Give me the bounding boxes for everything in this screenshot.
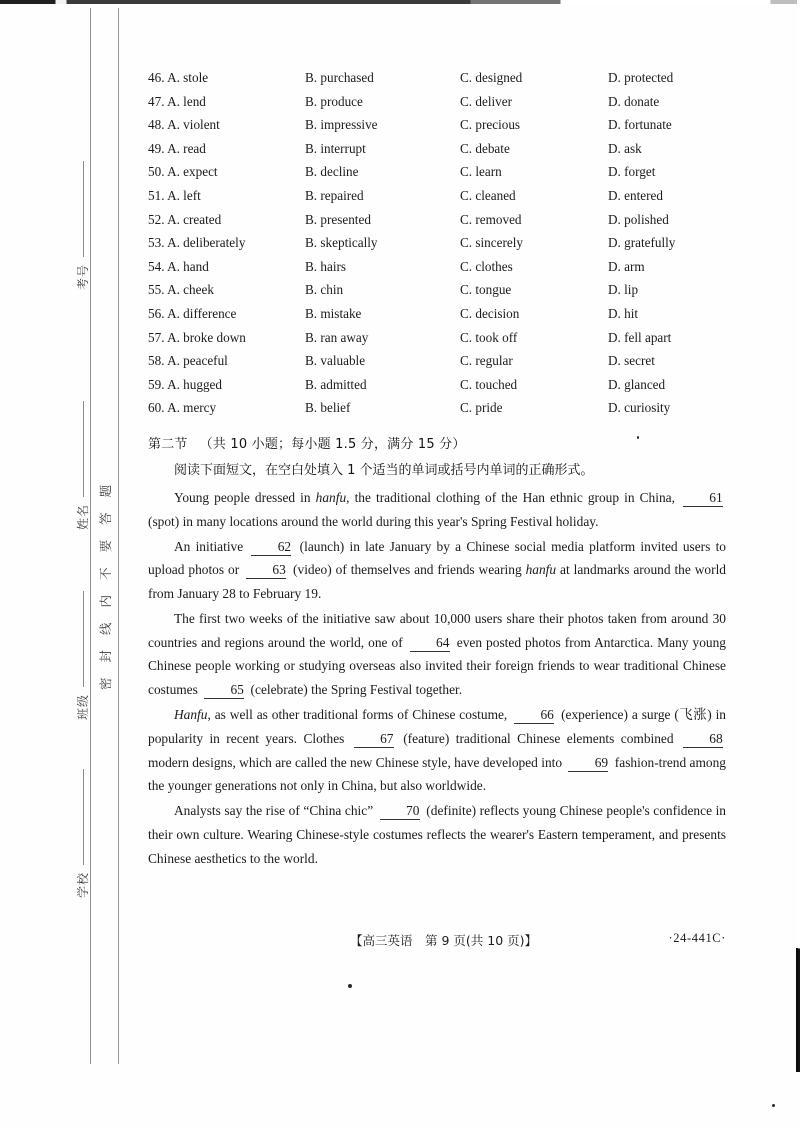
- cloze-option-d[interactable]: D. donate: [608, 93, 660, 109]
- section-heading: [148, 433, 726, 452]
- cloze-option-b[interactable]: B. interrupt: [305, 140, 366, 156]
- cloze-option-c[interactable]: C. removed: [460, 211, 522, 227]
- answer-blank-62[interactable]: 62: [251, 539, 291, 556]
- footer-page-label: 【高三英语 第 9 页(共 10 页)】: [350, 933, 538, 948]
- cloze-option-d[interactable]: D. ask: [608, 140, 642, 156]
- passage-paragraph-1: Young people dressed in hanfu, the traditional clothing of the Han ethnic group in China, 61 (spot) in many locations around the world during this year's Spring Festival holiday.: [148, 489, 723, 529]
- cloze-options-grid: [148, 70, 726, 424]
- cloze-row: [148, 117, 726, 141]
- cloze-row: [148, 400, 726, 424]
- answer-blank-68[interactable]: 68: [683, 731, 723, 748]
- margin-field-writeline[interactable]: [83, 401, 84, 497]
- cloze-option-c[interactable]: C. pride: [460, 400, 503, 416]
- italic-term-hanfu: hanfu: [315, 489, 347, 505]
- answer-blank-69[interactable]: 69: [568, 755, 608, 772]
- answer-blank-65[interactable]: 65: [204, 682, 244, 699]
- cloze-option-d[interactable]: D. gratefully: [608, 235, 676, 251]
- cloze-option-b[interactable]: B. chin: [305, 282, 344, 298]
- cloze-option-a[interactable]: 50. A. expect: [148, 164, 218, 180]
- margin-field-writeline[interactable]: [83, 769, 84, 865]
- section-instruction: 阅读下面短文，在空白处填入 1 个适当的单词或括号内单词的正确形式。: [174, 462, 594, 478]
- italic-term-hanfu: hanfu: [525, 562, 557, 578]
- cloze-row: [148, 212, 726, 236]
- margin-field-school: [74, 769, 91, 898]
- cloze-option-b[interactable]: B. valuable: [305, 353, 366, 369]
- cloze-option-b[interactable]: B. belief: [305, 400, 351, 416]
- section-heading-label: 第二节: [148, 436, 188, 452]
- scan-speck: [348, 984, 352, 988]
- cloze-row: [148, 330, 726, 354]
- cloze-row: [148, 70, 726, 94]
- passage-paragraph-3: The first two weeks of the initiative saw about 10,000 users share their photos taken from around 30 countries and regions around the world, one of 64 even posted photos from Antarctica. Many young Chinese people working or studying overseas also invited their foreign friends to wear traditional Chinese costumes 65 (celebrate) the Spring Festival together.: [148, 610, 727, 698]
- cloze-option-b[interactable]: B. produce: [305, 93, 363, 109]
- scan-edge-right-lower: [796, 948, 798, 1072]
- cloze-option-a[interactable]: 46. A. stole: [148, 70, 209, 85]
- cloze-option-a[interactable]: 56. A. difference: [148, 305, 237, 321]
- margin-field-label: 班级: [76, 693, 90, 720]
- cloze-option-c[interactable]: C. learn: [460, 164, 502, 180]
- cloze-option-c[interactable]: C. precious: [460, 117, 521, 133]
- cloze-option-c[interactable]: C. tongue: [460, 282, 512, 298]
- margin-field-writeline[interactable]: [83, 591, 84, 687]
- margin-field-label: 考号: [76, 263, 90, 290]
- seal-char: 要: [98, 539, 113, 553]
- margin-field-label: 姓名: [76, 503, 90, 530]
- cloze-row: [148, 282, 726, 306]
- cloze-row: [148, 94, 726, 118]
- cloze-option-b[interactable]: B. impressive: [305, 117, 378, 133]
- cloze-option-b[interactable]: B. purchased: [305, 70, 374, 85]
- cloze-option-c[interactable]: C. designed: [460, 70, 523, 85]
- section-heading-detail: （共 10 小题；每小题 1.5 分，满分 15 分）: [199, 436, 466, 452]
- footer-paper-code: ·24-441C·: [668, 931, 726, 945]
- cloze-option-c[interactable]: C. cleaned: [460, 187, 516, 203]
- italic-term-hanfu: Hanfu: [174, 707, 208, 723]
- cloze-option-b[interactable]: B. hairs: [305, 258, 347, 274]
- cloze-option-a[interactable]: 59. A. hugged: [148, 376, 223, 392]
- cloze-option-a[interactable]: 53. A. deliberately: [148, 235, 246, 251]
- seal-char: 不: [98, 567, 113, 580]
- margin-rule-inner: [118, 8, 119, 1064]
- cloze-option-d[interactable]: D. curiosity: [608, 400, 671, 416]
- answer-blank-63[interactable]: 63: [246, 562, 286, 579]
- cloze-option-a[interactable]: 52. A. created: [148, 211, 222, 227]
- cloze-option-b[interactable]: B. mistake: [305, 305, 362, 321]
- cloze-row: [148, 353, 726, 377]
- margin-field-writeline[interactable]: [83, 161, 84, 257]
- margin-field-label: 学校: [76, 871, 90, 898]
- cloze-option-a[interactable]: 47. A. lend: [148, 93, 206, 109]
- margin-field-class: [74, 591, 91, 720]
- cloze-option-d[interactable]: D. arm: [608, 258, 645, 274]
- cloze-row: [148, 141, 726, 165]
- cloze-option-b[interactable]: B. repaired: [305, 187, 364, 203]
- cloze-option-c[interactable]: C. deliver: [460, 93, 513, 109]
- answer-blank-67[interactable]: 67: [354, 731, 394, 748]
- seal-char: 答: [98, 512, 113, 525]
- cloze-option-b[interactable]: B. admitted: [305, 376, 367, 392]
- cloze-option-b[interactable]: B. decline: [305, 164, 359, 180]
- cloze-row: [148, 259, 726, 283]
- cloze-row: [148, 377, 726, 401]
- cloze-option-c[interactable]: C. decision: [460, 305, 520, 321]
- seal-char: 封: [98, 649, 113, 663]
- cloze-option-d[interactable]: D. glanced: [608, 376, 666, 392]
- cloze-option-b[interactable]: B. skeptically: [305, 235, 378, 251]
- cloze-option-d[interactable]: D. forget: [608, 164, 656, 180]
- scan-edge-top: [0, 0, 800, 4]
- passage-paragraph-2: An initiative 62 (launch) in late January by a Chinese social media platform invited users to upload photos or 63 (video) of themselves and friends wearing hanfu at landmarks around the world from January 28 to February 19.: [148, 538, 726, 602]
- cloze-option-a[interactable]: 51. A. left: [148, 187, 201, 203]
- cloze-option-c[interactable]: C. touched: [460, 376, 518, 392]
- passage-paragraph-5: Analysts say the rise of “China chic” 70 (definite) reflects young Chinese people's confidence in their own culture. Wearing Chinese-style costumes reflects the wearer's Eastern temperament, and presents Chinese aesthetics to the world.: [148, 803, 726, 866]
- cloze-option-d[interactable]: D. lip: [608, 282, 639, 298]
- cloze-option-a[interactable]: 55. A. cheek: [148, 282, 214, 298]
- cloze-row: [148, 188, 726, 212]
- cloze-option-d[interactable]: D. hit: [608, 305, 639, 321]
- seal-char: 内: [98, 594, 113, 608]
- cloze-option-b[interactable]: B. presented: [305, 211, 371, 227]
- scan-speck: [772, 1104, 775, 1107]
- cloze-option-a[interactable]: 57. A. broke down: [148, 329, 246, 345]
- cloze-option-a[interactable]: 60. A. mercy: [148, 400, 217, 416]
- margin-field-name: [74, 401, 91, 530]
- cloze-option-d[interactable]: D. fell apart: [608, 329, 672, 345]
- content-column: [148, 70, 726, 872]
- answer-blank-70[interactable]: 70: [380, 803, 420, 820]
- answer-blank-64[interactable]: 64: [410, 635, 450, 652]
- cloze-row: [148, 235, 726, 259]
- cloze-option-c[interactable]: C. regular: [460, 353, 513, 369]
- cloze-option-a[interactable]: 54. A. hand: [148, 258, 209, 274]
- cloze-option-c[interactable]: C. sincerely: [460, 235, 523, 251]
- reading-passage: [148, 486, 726, 871]
- cloze-option-c[interactable]: C. debate: [460, 140, 510, 156]
- cloze-option-a[interactable]: 49. A. read: [148, 140, 206, 156]
- answer-blank-61[interactable]: 61: [683, 490, 723, 507]
- cloze-option-a[interactable]: 58. A. peaceful: [148, 353, 228, 369]
- cloze-option-c[interactable]: C. clothes: [460, 258, 513, 274]
- cloze-option-d[interactable]: D. entered: [608, 187, 663, 203]
- cloze-row: [148, 306, 726, 330]
- seal-line-text: [96, 470, 114, 690]
- margin-field-exam-number: [74, 161, 91, 290]
- cloze-option-b[interactable]: B. ran away: [305, 329, 369, 345]
- cloze-option-c[interactable]: C. took off: [460, 329, 518, 345]
- cloze-option-d[interactable]: D. polished: [608, 211, 669, 227]
- seal-char: 题: [98, 484, 113, 498]
- cloze-option-a[interactable]: 48. A. violent: [148, 117, 220, 133]
- cloze-option-d[interactable]: D. secret: [608, 353, 655, 369]
- cloze-option-d[interactable]: D. fortunate: [608, 117, 672, 133]
- cloze-option-d[interactable]: D. protected: [608, 70, 674, 85]
- seal-char: 密: [98, 677, 113, 690]
- passage-paragraph-4: Hanfu, as well as other traditional forms of Chinese costume, 66 (experience) a surge (飞涨) in popularity in recent years. Clothes 67 (feature) traditional Chinese elements combined 68 modern designs, which are called the new Chinese style, have developed into 69 fashion-trend among the younger generations not only in China, but also worldwide.: [148, 707, 726, 794]
- cloze-row: [148, 164, 726, 188]
- answer-blank-66[interactable]: 66: [514, 707, 554, 724]
- seal-char: 线: [98, 622, 113, 635]
